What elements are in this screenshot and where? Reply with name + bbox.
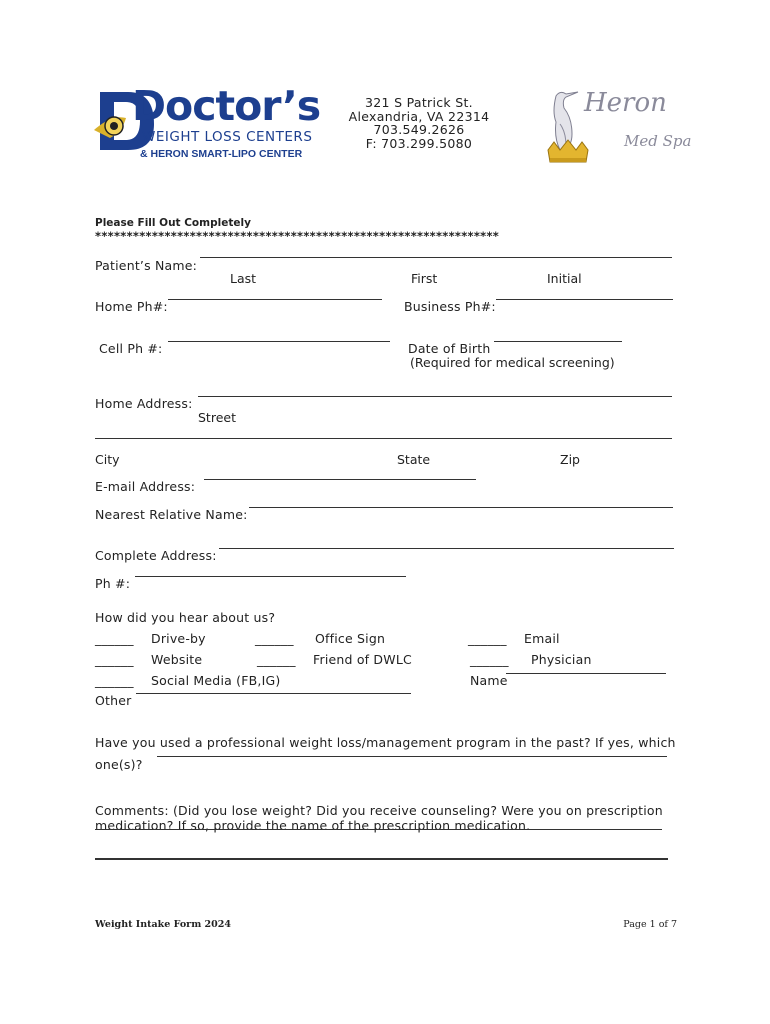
name-initial-caption: Initial xyxy=(547,271,582,286)
business-phone-label: Business Ph#: xyxy=(404,299,496,314)
cell-phone-label: Cell Ph #: xyxy=(99,341,163,356)
logo-subtitle: & HERON SMART-LIPO CENTER xyxy=(140,148,303,160)
business-phone-field[interactable] xyxy=(496,299,673,300)
website-checkbox[interactable]: ______ xyxy=(95,652,134,667)
hear-about-question: How did you hear about us? xyxy=(95,610,276,625)
email-option-label: Email xyxy=(524,631,560,646)
heron-med-spa-logo xyxy=(538,88,692,166)
website-label: Website xyxy=(151,652,203,667)
logo-tagline: WEIGHT LOSS CENTERS xyxy=(142,129,313,145)
dob-field[interactable] xyxy=(494,341,622,342)
social-media-label: Social Media (FB,IG) xyxy=(151,673,281,688)
comments-line-2[interactable] xyxy=(95,858,668,860)
city-caption: City xyxy=(95,452,120,467)
home-address-label: Home Address: xyxy=(95,396,193,411)
nearest-relative-field[interactable] xyxy=(249,507,673,508)
star-divider: **************************************************************** xyxy=(95,229,500,243)
other-field[interactable] xyxy=(136,693,411,694)
heron-logo-line2: Med Spa xyxy=(624,132,692,150)
name-first-caption: First xyxy=(411,271,438,286)
email-field[interactable] xyxy=(204,479,476,480)
relative-phone-label: Ph #: xyxy=(95,576,131,591)
clinic-address xyxy=(336,96,502,150)
instructions-heading: Please Fill Out Completely xyxy=(95,217,251,229)
patient-name-label: Patient’s Name: xyxy=(95,258,198,273)
program-answer-field[interactable] xyxy=(157,756,667,757)
address-line: 703.549.2626 xyxy=(373,122,465,137)
name-last-caption: Last xyxy=(230,271,257,286)
program-question: Have you used a professional weight loss/management program in the past? If yes, which xyxy=(95,735,676,750)
physician-checkbox[interactable]: ______ xyxy=(470,652,509,667)
other-label: Other xyxy=(95,693,132,708)
program-question-cont: one(s)? xyxy=(95,757,143,772)
physician-label: Physician xyxy=(531,652,592,667)
home-phone-field[interactable] xyxy=(168,299,382,300)
friend-checkbox[interactable]: ______ xyxy=(257,652,296,667)
logo-brand: Doctor’s xyxy=(132,82,321,130)
office-sign-label: Office Sign xyxy=(315,631,386,646)
physician-name-label: Name xyxy=(470,673,508,688)
office-sign-checkbox[interactable]: ______ xyxy=(255,631,294,646)
email-option-checkbox[interactable]: ______ xyxy=(468,631,507,646)
city-state-zip-field[interactable] xyxy=(95,438,672,439)
dob-label: Date of Birth xyxy=(408,341,491,356)
patient-name-field[interactable] xyxy=(200,257,672,258)
drive-by-checkbox[interactable]: ______ xyxy=(95,631,134,646)
drive-by-label: Drive-by xyxy=(151,631,206,646)
address-line: 321 S Patrick St. xyxy=(365,95,473,110)
footer-page-number: Page 1 of 7 xyxy=(623,919,677,930)
relative-phone-field[interactable] xyxy=(135,576,406,577)
friend-label: Friend of DWLC xyxy=(313,652,412,667)
dob-note: (Required for medical screening) xyxy=(410,355,615,370)
comments-prompt: Comments: (Did you lose weight? Did you receive counseling? Were you on prescription xyxy=(95,803,663,818)
address-line: F: 703.299.5080 xyxy=(365,135,473,151)
complete-address-label: Complete Address: xyxy=(95,548,217,563)
footer-form-title: Weight Intake Form 2024 xyxy=(95,919,231,930)
zip-caption: Zip xyxy=(560,452,580,467)
physician-name-field[interactable] xyxy=(506,673,666,674)
street-caption: Street xyxy=(198,410,236,425)
heron-logo-line1: Heron xyxy=(584,88,667,118)
doctors-weight-loss-logo xyxy=(92,82,321,164)
nearest-relative-label: Nearest Relative Name: xyxy=(95,507,248,522)
email-label: E-mail Address: xyxy=(95,479,196,494)
comments-prompt-cont: medication? If so, provide the name of the prescription medication. xyxy=(95,818,531,833)
cell-phone-field[interactable] xyxy=(168,341,390,342)
social-media-checkbox[interactable]: ______ xyxy=(95,673,134,688)
complete-address-field[interactable] xyxy=(219,548,674,549)
address-line: Alexandria, VA 22314 xyxy=(348,108,490,124)
home-street-field[interactable] xyxy=(198,396,672,397)
comments-line-1[interactable] xyxy=(95,829,662,830)
home-phone-label: Home Ph#: xyxy=(95,299,168,314)
state-caption: State xyxy=(397,452,431,467)
